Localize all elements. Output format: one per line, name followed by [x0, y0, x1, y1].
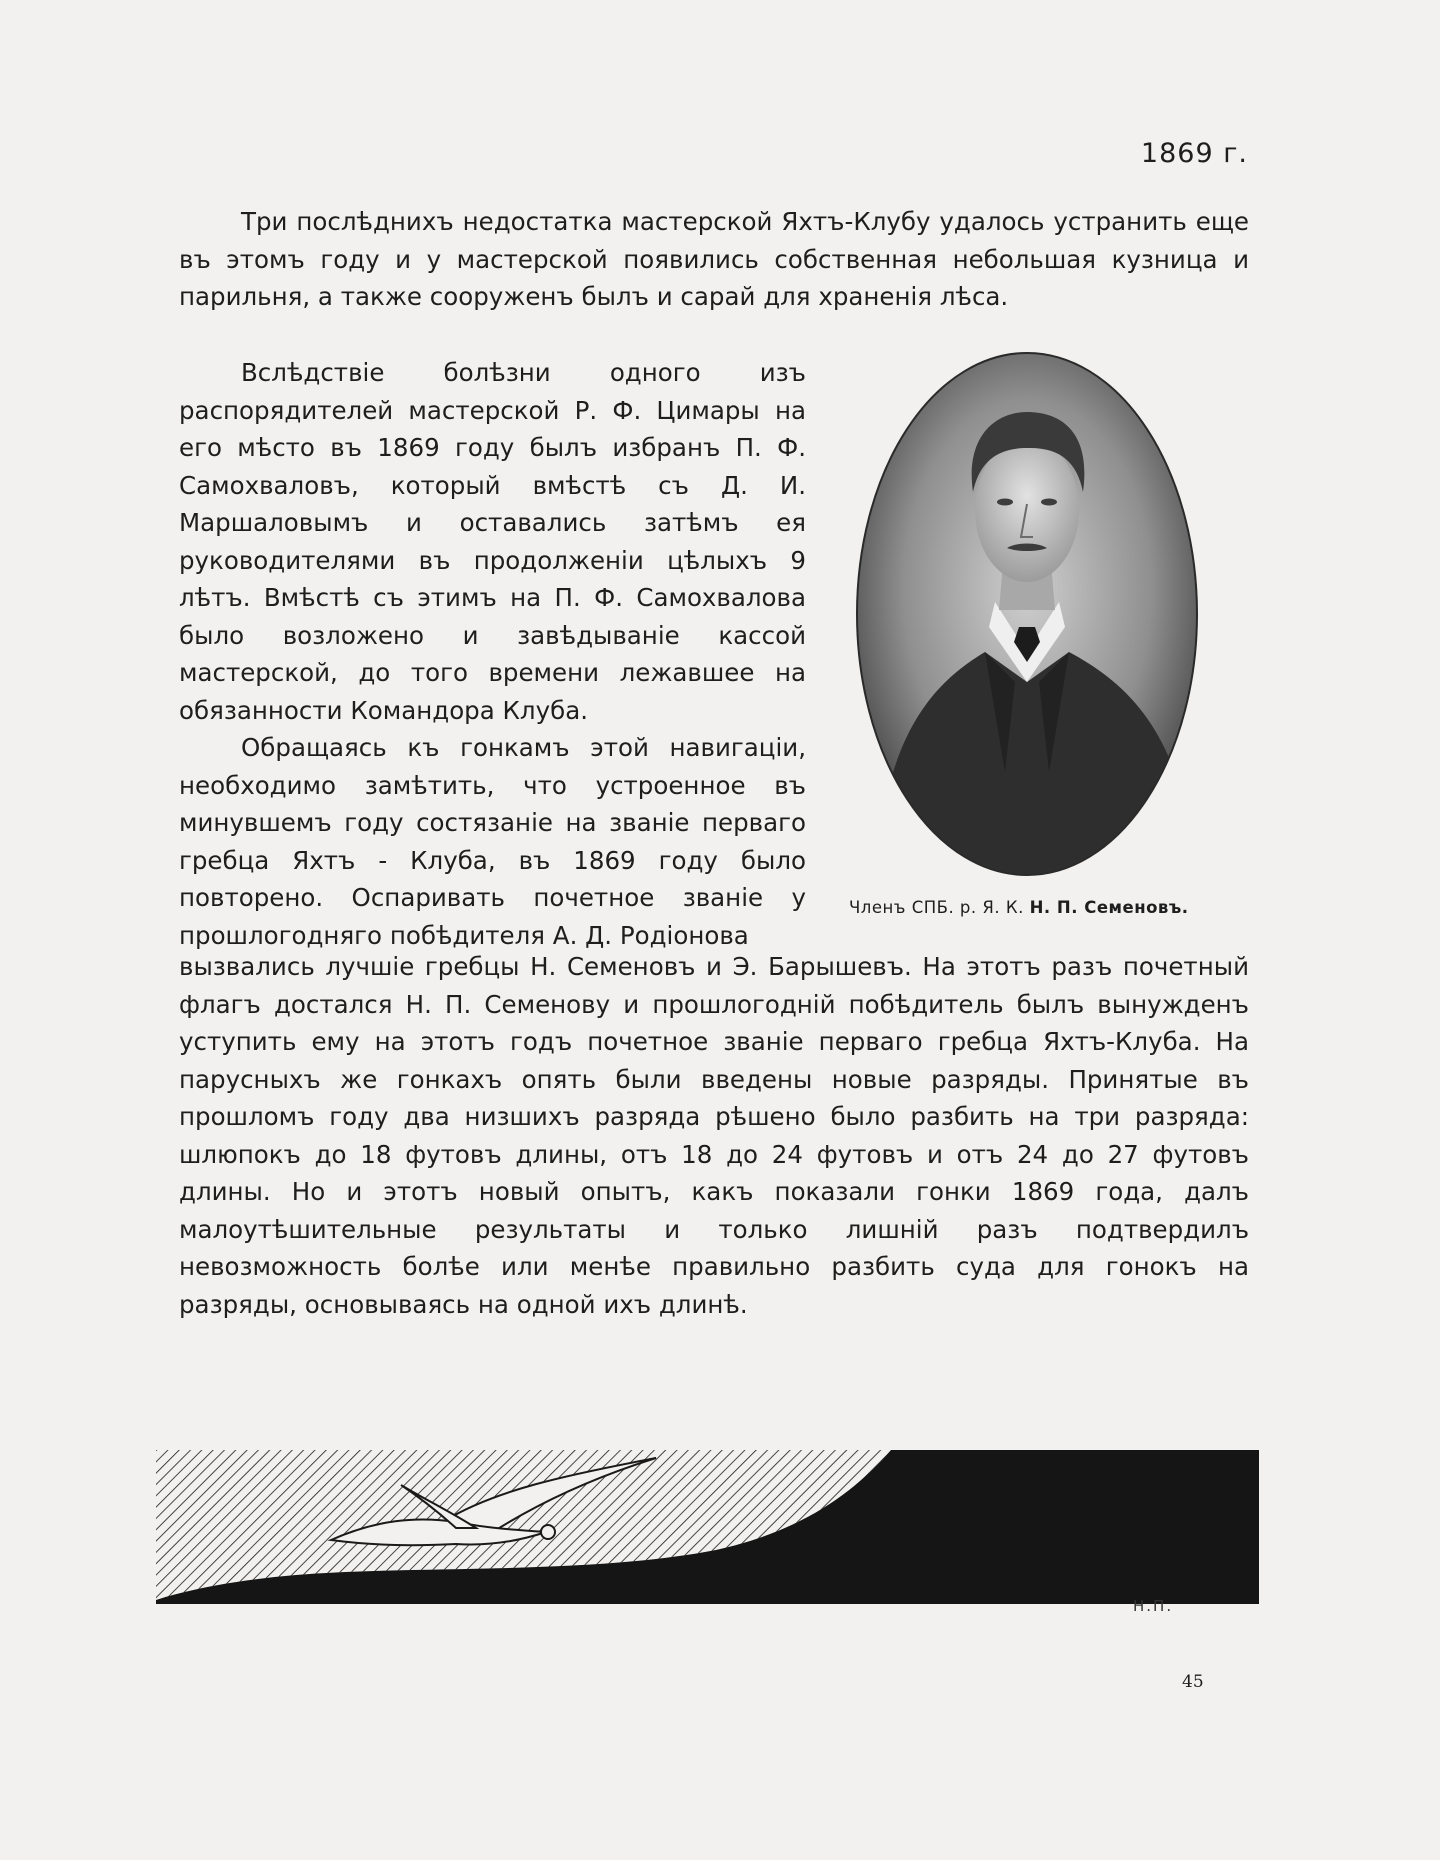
illustrator-signature: Н.П. [1133, 1597, 1174, 1615]
paragraph-managers: Вслѣдствіе болѣзни одного изъ распорядителей мастерской Р. Ф. Цимары на его мѣсто въ 1869 году былъ избранъ П. Ф. Самохваловъ, который вмѣстѣ съ Д. И. Маршаловымъ и оставались затѣмъ ея руководителями въ продолженіи цѣлыхъ 9 лѣтъ. Вмѣстѣ съ этимъ на П. Ф. Самохвалова было возложено и завѣдываніе кассой мастерской, до того времени лежавшее на обязанности Командора Клуба. [179, 358, 806, 725]
portrait-caption [849, 898, 1239, 917]
caption-name: Н. П. Семеновъ. [1029, 898, 1189, 917]
paragraph-workshop: Три послѣднихъ недостатка мастерской Яхтъ-Клубу удалось устранить еще въ этомъ году и у мастерской появились собственная небольшая кузница и парильня, а также сооруженъ былъ и сарай для храненія лѣса. [179, 207, 1249, 311]
left-text-column [179, 354, 806, 954]
paragraph-races-continued: вызвались лучшіе гребцы Н. Семеновъ и Э. Барышевъ. На этотъ разъ почетный флагъ достался Н. П. Семенову и прошлогодній побѣдитель былъ вынужденъ уступить ему на этотъ годъ почетное званіе перваго гребца Яхтъ-Клуба. На парусныхъ же гонкахъ опять были введены новые разряды. Принятые въ прошломъ году два низшихъ разряда рѣшено было разбить на три разряда: шлюпокъ до 18 футовъ длины, отъ 18 до 24 футовъ и отъ 24 до 27 футовъ длины. Но и этотъ новый опытъ, какъ показали гонки 1869 года, далъ малоутѣшительные результаты и только лишній разъ подтвердилъ невозможность болѣе или менѣе правильно разбить суда для гонокъ на разряды, основываясь на одной ихъ длинѣ. [179, 952, 1249, 1319]
portrait-photo [855, 352, 1200, 877]
paragraph-races-start: Обращаясь къ гонкамъ этой навигаціи, необходимо замѣтить, что устроенное въ минувшемъ году состязаніе на званіе перваго гребца Яхтъ - Клуба, въ 1869 году было повторено. Оспаривать почетное званіе у прошлогодняго побѣдителя А. Д. Родіонова [179, 733, 806, 950]
page-year-header: 1869 г. [1140, 138, 1248, 169]
page-number: 45 [1182, 1672, 1204, 1692]
seagull-banner-illustration [156, 1450, 1259, 1604]
caption-prefix: Членъ СПБ. р. Я. К. [849, 898, 1024, 917]
